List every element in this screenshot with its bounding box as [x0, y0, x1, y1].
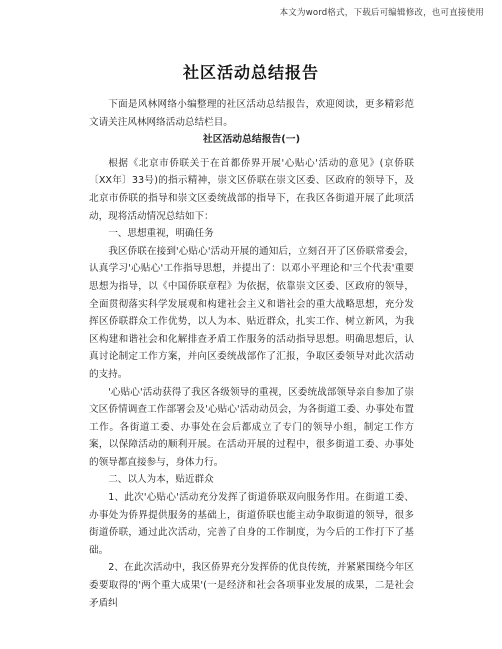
body-paragraph: 1、此次'心贴心'活动充分发挥了街道侨联双向服务作用。在街道工委、办事处为侨界提供服务的基础上，街道侨联也能主动争取街道的领导，很多街道侨联，通过此次活动，完善了自身的工作制度，为今后的工作打下了基础。: [89, 492, 414, 556]
section-heading: 二、以人为本，贴近群众: [108, 474, 214, 486]
intro-paragraph: 下面是风林网络小编整理的社区活动总结报告，欢迎阅读，更多精彩范文请关注风林网络活动总结栏目。: [89, 99, 414, 128]
section-heading: 一、思想重视，明确任务: [108, 228, 214, 240]
section-title: 社区活动总结报告(一): [202, 134, 301, 146]
body-paragraph: 2、在此次活动中，我区侨界充分发挥侨的优良传统，并紧紧围绕今年区委要取得的'两个重大成果'(一是经济和社会各项事业发展的成果，二是社会矛盾纠: [89, 562, 414, 609]
body-paragraph: 根据《北京市侨联关于在首都侨界开展'心贴心'活动的意见》(京侨联〔XX年〕33号)的指示精神，崇文区侨联在崇文区委、区政府的领导下，及北京市侨联的指导和崇文区委统战部的指导下，在我区各街道开展了此项活动，现将活动情况总结如下：: [89, 157, 414, 222]
header-note: 本文为word格式，下载后可编辑修改，也可直接使用: [279, 8, 484, 18]
page-title: 社区活动总结报告: [182, 63, 319, 82]
body-paragraph: 我区侨联在接到'心贴心'活动开展的通知后，立刻召开了区侨联常委会，认真学习'心贴心'工作指导思想，并提出了：以邓小平理论和'三个代表'重要思想为指导，以《中国侨联章程》为依据，依靠崇文区委、区政府的领导，全面贯彻落实科学发展观和构建社会主义和谐社会的重大战略思想，充分发挥区侨联群众工作优势，以人为本、贴近群众，扎实工作、树立新风，为我区构建和谐社会和化解排查矛盾工作服务的活动指导思想。明确思想后，认真讨论制定工作方案，并向区委统战部作了汇报，争取区委领导对此次活动的支持。: [89, 245, 414, 380]
body-paragraph: '心贴心'活动获得了我区各级领导的重视，区委统战部领导亲自参加了崇文区侨情调查工作部署会及'心贴心'活动动员会，为各街道工委、办事处布置工作。各街道工委、办事处在会后都成立了专门的领导小组，制定工作方案，以保障活动的顺利开展。在活动开展的过程中，很多街道工委、办事处的领导都直接参与，身体力行。: [89, 386, 414, 468]
document-body: [89, 96, 414, 612]
